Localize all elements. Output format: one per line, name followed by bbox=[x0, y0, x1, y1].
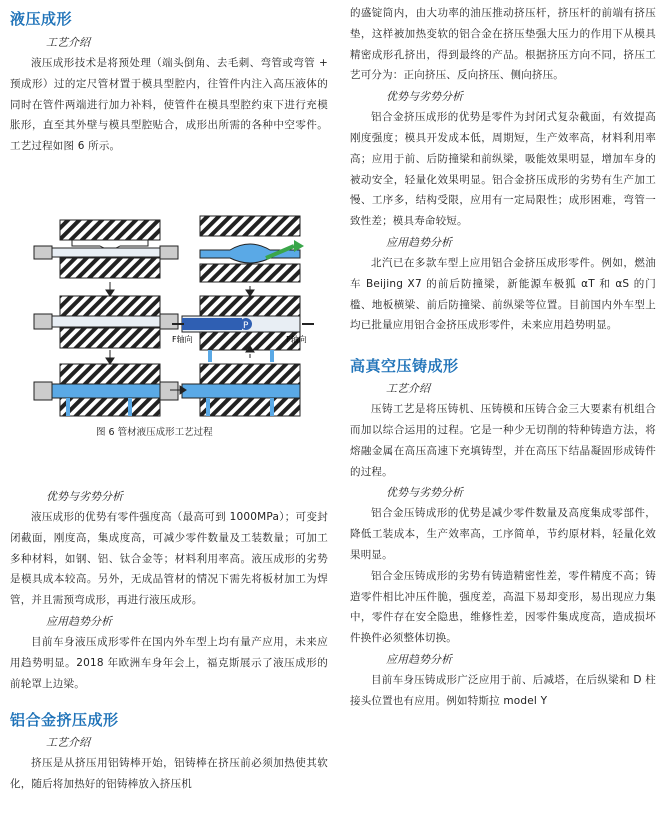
svg-text:P: P bbox=[243, 321, 249, 331]
subheading-pros-cons: 优势与劣势分析 bbox=[46, 490, 123, 503]
left-column bbox=[10, 0, 328, 157]
paragraph-casting-intro: 压铸工艺是将压铸机、压铸模和压铸合金三大要素有机组合而加以综合运用的过程。它是一种少无切削的特种铸造方法，将熔融金属在高压高速下充填铸型，并在高压下结晶凝固形成铸件的过程。 bbox=[350, 403, 656, 478]
paragraph-hydroforming-pros-cons: 液压成形的优势有零件强度高（最高可到 1000MPa）；可变封闭截面，刚度高，集成度高，可减少零件数量及工装数量；可加工多种材料，如钢、铝、钛合金等；材料利用率高。液压成形的劣势是模具成本较高。另外，无成品管材的情况下需先将板材加工为焊管，并且需预弯成形，再进行液压成形。 bbox=[10, 511, 328, 607]
left-column-lower bbox=[10, 486, 328, 795]
subheading-process-intro: 工艺介绍 bbox=[46, 36, 90, 49]
step3-filled bbox=[34, 364, 178, 416]
paragraph-extrusion-process: 的盛锭筒内，由大功率的油压推动挤压杆，挤压杆的前端有挤压垫，这样被加热变软的铝合金在挤压垫强大压力的作用下从模具精密成形孔挤出，得到最终的产品。根据挤压方向不同，挤压工艺可分为：正向挤压、反向挤压、侧向挤压。 bbox=[350, 7, 656, 82]
step-pressurize bbox=[172, 296, 314, 362]
section-title-vacuum-die-casting: 高真空压铸成形 bbox=[350, 357, 459, 376]
section-title-extrusion: 铝合金挤压成形 bbox=[10, 711, 119, 730]
right-column bbox=[350, 3, 656, 712]
paragraph-extrusion-intro: 挤压是从挤压用铝铸棒开始，铝铸棒在挤压前必须加热使其软化，随后将加热好的铝铸棒放入挤压机 bbox=[10, 757, 328, 791]
step-bulge bbox=[200, 216, 304, 282]
paragraph-hydroforming-intro: 液压成形技术是将预处理（端头倒角、去毛刺、弯管或弯管 + 预成形）过的定尺管材置于模具型腔内，往管件内注入高压液体的同时在管件两端进行加力补料，使管件在模具型腔约束下进行充模胀形，直至其外壁与模具型腔贴合，成形出所需的各种中空零件。工艺过程如图 6 所示。 bbox=[10, 57, 328, 153]
force-label-right: F轴向 bbox=[286, 335, 307, 344]
figure-caption: 图 6 管材液压成形工艺过程 bbox=[96, 427, 213, 438]
force-label-left: F轴向 bbox=[172, 335, 193, 344]
paragraph-extrusion-trend: 北汽已在多款车型上应用铝合金挤压成形零件。例如，燃油车 Beijing X7 的前后防撞梁，新能源车极狐 αT 和 αS 的门槛、地板横梁、前后防撞梁、前纵梁等位置。目前国内外车型上均已批量应用铝合金挤压成形零件，未来应用趋势明显。 bbox=[350, 256, 656, 332]
subheading-extrusion-trend: 应用趋势分析 bbox=[386, 235, 452, 249]
process-diagram bbox=[32, 208, 316, 420]
subheading-casting-intro: 工艺介绍 bbox=[386, 382, 430, 396]
section-title-hydroforming: 液压成形 bbox=[10, 10, 73, 28]
paragraph-casting-pros: 铝合金压铸成形的优势是减少零件数量及高度集成零部件，降低工装成本，生产效率高，工序简单，节约原材料，轻量化效果明显。 bbox=[350, 507, 656, 561]
paragraph-extrusion-pros-cons: 铝合金挤压成形的优势是零件为封闭式复杂截面，有效提高刚度强度；模具开发成本低，周期短，生产效率高，材料利用率高；应用于前、后防撞梁和前纵梁，吸能效果明显，增加车身的被动安全，轻量化效果明显。铝合金挤压成形的劣势有生产加工慢、工序多，结构受限，应用有一定局限性；成形困难，弯管一致性差；模具寿命较短。 bbox=[350, 111, 656, 228]
subheading-extrusion-pros-cons: 优势与劣势分析 bbox=[386, 90, 463, 104]
figure-hydroforming-process bbox=[32, 208, 316, 440]
step1-die-open bbox=[34, 220, 178, 278]
paragraph-casting-cons: 铝合金压铸成形的劣势有铸造精密性差，零件精度不高；铸造零件相比冲压件脆，强度差，高温下易却变形，易出现应力集中，零件存在安全隐患，维修性差，因零件集成度高，造成损坏件换件必须整体切换。 bbox=[350, 569, 656, 645]
step-final bbox=[182, 364, 300, 416]
step2-die-closed bbox=[34, 296, 178, 348]
subheading-extrusion-intro: 工艺介绍 bbox=[46, 736, 90, 750]
subheading-casting-trend: 应用趋势分析 bbox=[386, 652, 452, 666]
subheading-casting-pros-cons: 优势与劣势分析 bbox=[386, 486, 463, 500]
paragraph-hydroforming-trend: 目前车身液压成形零件在国内外车型上均有量产应用，未来应用趋势明显。2018 年欧洲车身年会上，福克斯展示了液压成形的前轮罩上边梁。 bbox=[10, 635, 328, 690]
paragraph-casting-trend: 目前车身压铸成形广泛应用于前、后减塔，在后纵梁和 D 柱接头位置也有应用。例如特斯拉 model Y bbox=[350, 673, 656, 707]
subheading-trend: 应用趋势分析 bbox=[46, 614, 112, 628]
